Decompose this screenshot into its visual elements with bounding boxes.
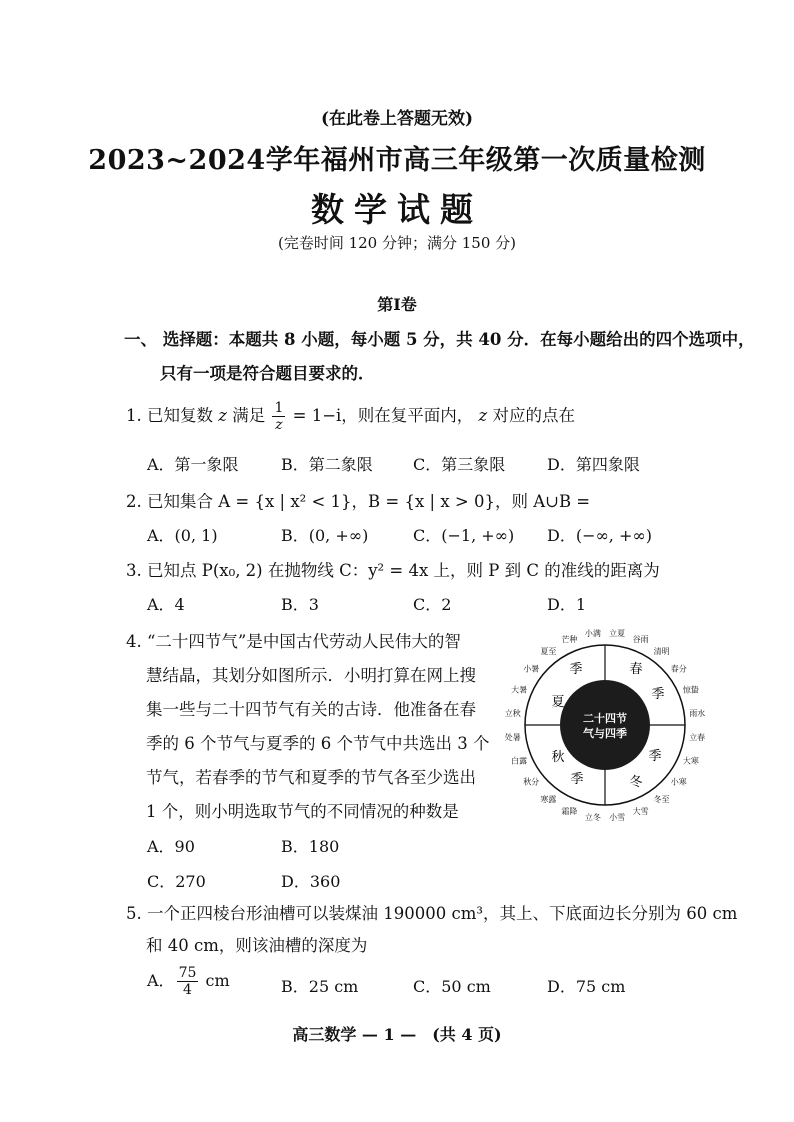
- exam-time-note: (完卷时间 120 分钟；满分 150 分): [277, 234, 517, 252]
- solar-term-label: 秋分: [523, 777, 540, 787]
- q3-option-d: D．1: [547, 595, 587, 614]
- q5-option-d: D．75 cm: [547, 977, 626, 996]
- solar-term-label: 寒露: [540, 794, 557, 804]
- q4-option-d: D．360: [281, 872, 341, 891]
- solar-term-label: 谷雨: [632, 635, 649, 645]
- solar-term-label: 冬至: [653, 794, 670, 804]
- q1-option-c: C．第三象限: [413, 455, 506, 474]
- solar-term-label: 清明: [653, 647, 670, 657]
- solar-term-label: 大寒: [682, 756, 699, 766]
- question-4-line2: 慧结晶，其划分如图所示．小明打算在网上搜: [146, 666, 476, 685]
- q3-option-b: B．3: [281, 595, 319, 614]
- season-summer-1: 夏: [551, 695, 565, 710]
- question-1-text: 1. 已知复数 z 满足 $\frac{1}{z}$ = 1−i，则在复平面内， z 对应的点在: [126, 400, 575, 433]
- q2-option-c: C．(−1, +∞): [413, 526, 515, 545]
- question-4-line6: 1 个，则小明选取节气的不同情况的种数是: [146, 802, 459, 821]
- solar-term-label: 大雪: [632, 806, 649, 816]
- center-label-line1: 二十四节: [583, 712, 627, 725]
- season-summer-2: 季: [569, 662, 583, 677]
- solar-term-label: 惊蛰: [682, 685, 699, 695]
- solar-term-label: 立秋: [504, 708, 521, 718]
- solar-term-label: 大暑: [511, 685, 528, 695]
- solar-term-label: 霜降: [561, 806, 578, 816]
- question-3-text: 3. 已知点 P(x₀, 2) 在抛物线 C：y² = 4x 上，则 P 到 C 的准线的距离为: [126, 561, 660, 580]
- question-4-line5: 节气，若春季的节气和夏季的节气各至少选出: [146, 768, 476, 787]
- q1-option-b: B．第二象限: [281, 455, 373, 474]
- q5-option-a: A． $\frac{75}{4}$ cm: [147, 965, 230, 998]
- solar-term-label: 小暑: [523, 664, 540, 674]
- question-2-text: 2. 已知集合 A = {x | x² < 1}，B = {x | x > 0}，则 A∪B =: [126, 492, 591, 511]
- fraction-75-over-4: $\frac{75}{4}$: [178, 965, 197, 998]
- solar-term-label: 小雪: [609, 813, 626, 823]
- q4-option-b: B．180: [281, 837, 340, 856]
- section-instructions-line2: 只有一项是符合题目要求的．: [160, 364, 375, 383]
- question-5-line1: 5. 一个正四棱台形油槽可以装煤油 190000 cm³，其上、下底面边长分别为 60 cm: [126, 904, 738, 923]
- season-autumn-2: 季: [570, 772, 584, 787]
- solar-term-label: 春分: [670, 664, 687, 674]
- subject-title: 数学试题: [311, 190, 483, 229]
- solar-terms-diagram: [500, 618, 710, 833]
- solar-term-label: 立春: [689, 733, 706, 743]
- question-4-line4: 季的 6 个节气与夏季的 6 个节气中共选出 3 个: [146, 734, 490, 753]
- solar-term-label: 白露: [511, 756, 528, 766]
- season-autumn-1: 秋: [551, 750, 565, 765]
- solar-term-label: 立冬: [584, 813, 601, 823]
- q3-option-c: C．2: [413, 595, 452, 614]
- question-4-line3: 集一些与二十四节气有关的古诗．他准备在春: [146, 700, 476, 719]
- solar-term-label: 夏至: [540, 647, 557, 657]
- page-footer: 高三数学 — 1 — (共 4 页): [292, 1025, 502, 1044]
- invalid-answer-note: (在此卷上答题无效): [320, 109, 474, 129]
- solar-term-label: 雨水: [689, 708, 706, 718]
- season-winter-1: 季: [648, 749, 662, 764]
- q5-option-b: B．25 cm: [281, 977, 359, 996]
- solar-term-label: 芒种: [561, 635, 578, 645]
- solar-term-label: 处暑: [504, 733, 521, 743]
- exam-title: 2023~2024学年福州市高三年级第一次质量检测: [88, 145, 706, 176]
- q1-option-d: D．第四象限: [547, 455, 640, 474]
- q3-option-a: A．4: [147, 595, 185, 614]
- volume-label: 第Ⅰ卷: [377, 295, 417, 314]
- q4-option-c: C．270: [147, 872, 206, 891]
- season-winter-2: 冬: [629, 775, 643, 790]
- center-disc: [560, 680, 650, 770]
- q2-option-d: D．(−∞, +∞): [547, 526, 652, 545]
- q1-option-a: A．第一象限: [147, 455, 239, 474]
- solar-term-label: 立夏: [609, 628, 626, 638]
- q4-option-a: A．90: [147, 837, 195, 856]
- center-label-line2: 气与四季: [583, 727, 627, 740]
- q2-option-a: A．(0, 1): [147, 526, 218, 545]
- solar-term-label: 小寒: [670, 777, 687, 787]
- q2-option-b: B．(0, +∞): [281, 526, 369, 545]
- q5-option-c: C．50 cm: [413, 977, 491, 996]
- season-spring-1: 春: [629, 662, 643, 677]
- fraction-1-over-z: $\frac{1}{z}$: [274, 400, 284, 433]
- question-4-line1: 4. “二十四节气”是中国古代劳动人民伟大的智: [126, 632, 461, 651]
- solar-term-label: 小满: [584, 628, 601, 638]
- section-instructions-line1: 一、 选择题：本题共 8 小题，每小题 5 分，共 40 分．在每小题给出的四个选项中，: [124, 330, 755, 349]
- season-spring-2: 季: [651, 687, 665, 702]
- question-5-line2: 和 40 cm，则该油槽的深度为: [146, 936, 368, 955]
